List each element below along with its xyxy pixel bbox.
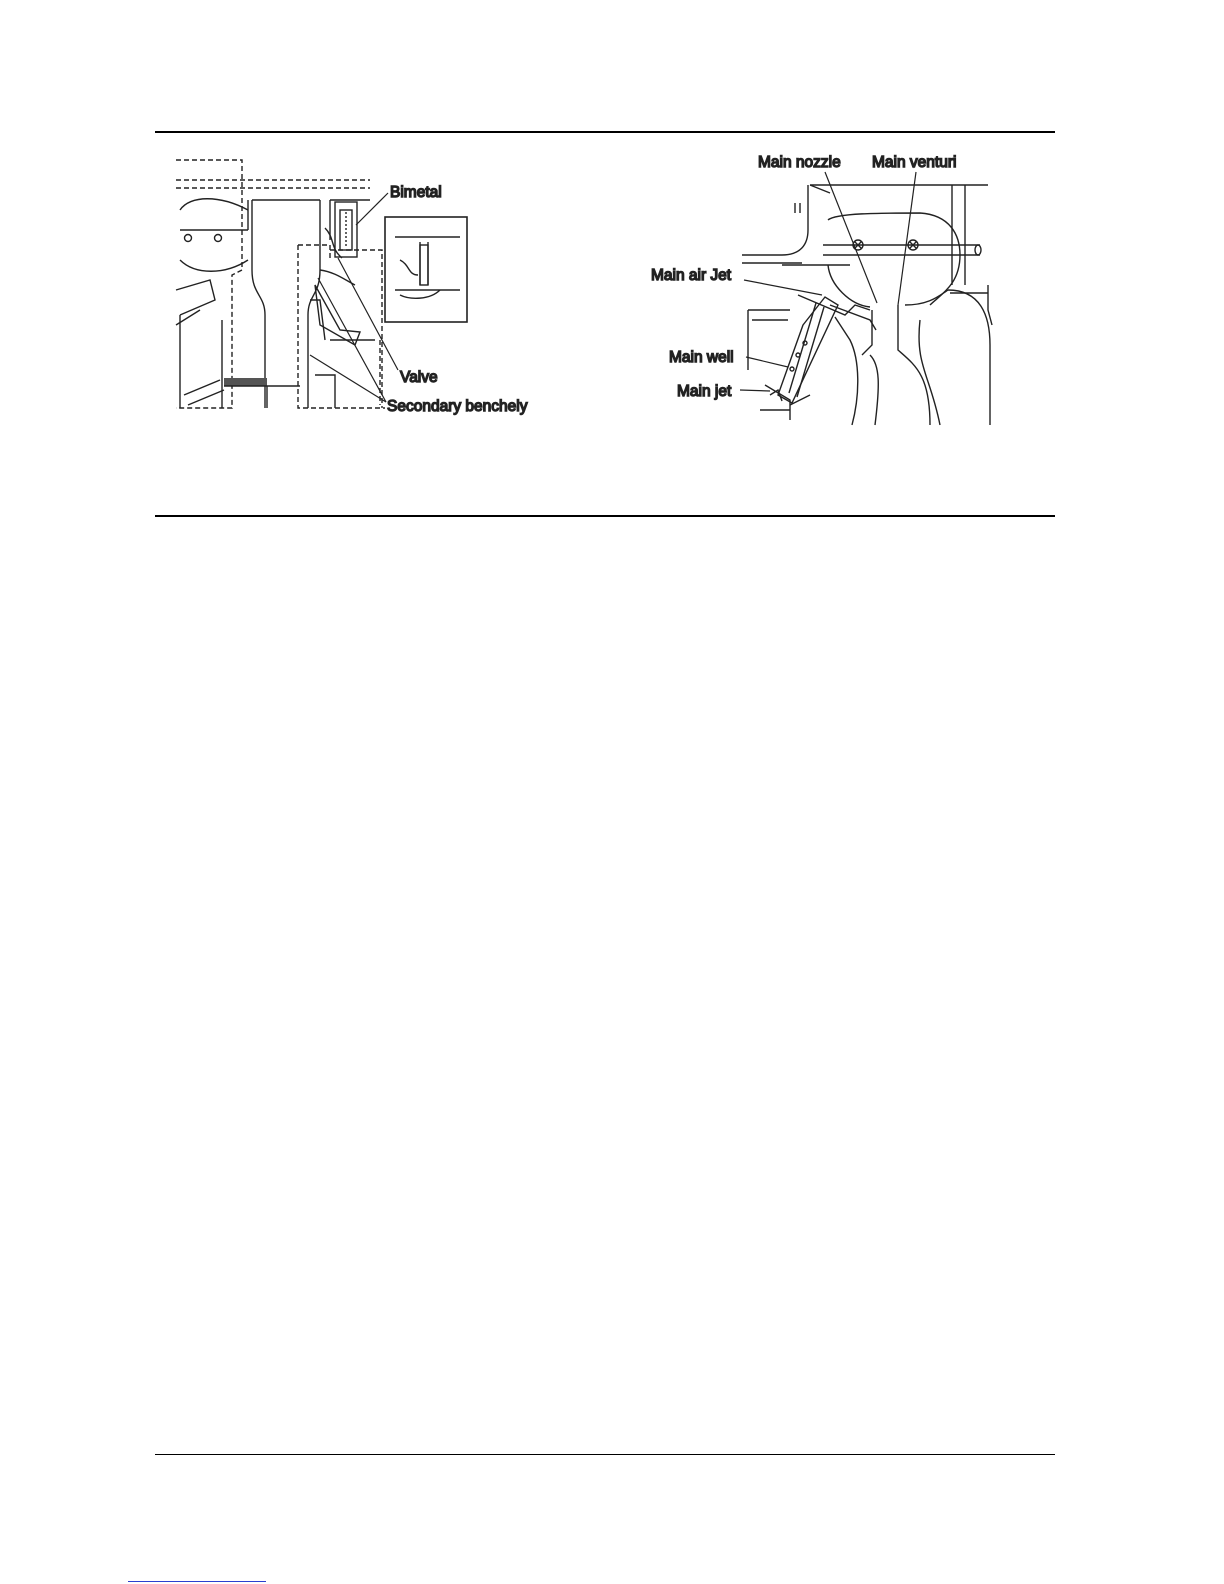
label-main-air-jet: Main air Jet (651, 267, 732, 284)
section-rule (155, 515, 1055, 517)
main-jet-system-diagram (640, 145, 1040, 430)
footer-link-underline[interactable] (128, 1581, 266, 1582)
top-rule (155, 131, 1055, 133)
choke-bimetal-diagram (170, 150, 560, 425)
leader-lines (740, 172, 916, 391)
float-bowl-edge (748, 310, 790, 420)
label-bimetal: Bimetal (390, 184, 442, 201)
carburetor-body (176, 199, 370, 408)
label-main-venturi: Main venturi (872, 154, 957, 171)
label-main-nozzle: Main nozzle (758, 154, 841, 171)
main-well-tube (778, 295, 876, 425)
label-valve: Valve (400, 369, 438, 386)
label-main-jet: Main jet (677, 383, 732, 400)
bottom-rule (155, 1454, 1055, 1455)
inset-detail-box (385, 217, 467, 322)
label-main-well: Main well (669, 349, 734, 366)
label-secondary-benchely: Secondary benchely (387, 398, 528, 415)
